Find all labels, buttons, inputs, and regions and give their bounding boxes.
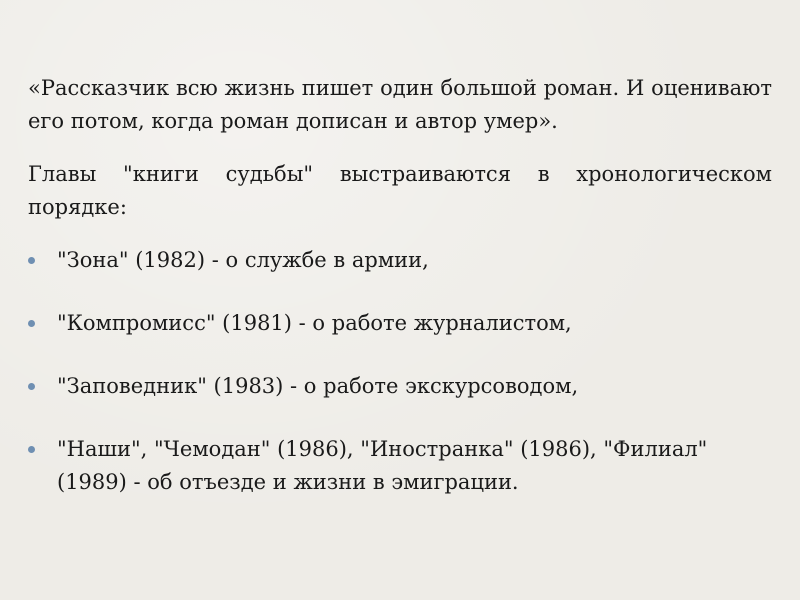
list-item [28,244,772,277]
bullet-icon [28,257,35,264]
quote-paragraph: «Рассказчик всю жизнь пишет один большой роман. И оценивают его потом, когда роман дописан и автор умер». [28,76,772,133]
list-item-text: "Компромисс" (1981) - о работе журналистом, [57,311,572,335]
list-item [28,433,772,499]
bullet-icon [28,383,35,390]
list-item-text: "Наши", "Чемодан" (1986), "Иностранка" (1986), "Филиал" (1989) - об отъезде и жизни в эмиграции. [57,437,708,494]
chapters-list [28,244,772,499]
intro-paragraph: Главы "книги судьбы" выстраиваются в хронологическом порядке: [28,162,772,219]
bullet-icon [28,320,35,327]
list-item-text: "Зона" (1982) - о службе в армии, [57,248,429,272]
list-item [28,370,772,403]
slide-content [28,72,772,529]
bullet-icon [28,446,35,453]
list-item [28,307,772,340]
list-item-text: "Заповедник" (1983) - о работе экскурсоводом, [57,374,579,398]
